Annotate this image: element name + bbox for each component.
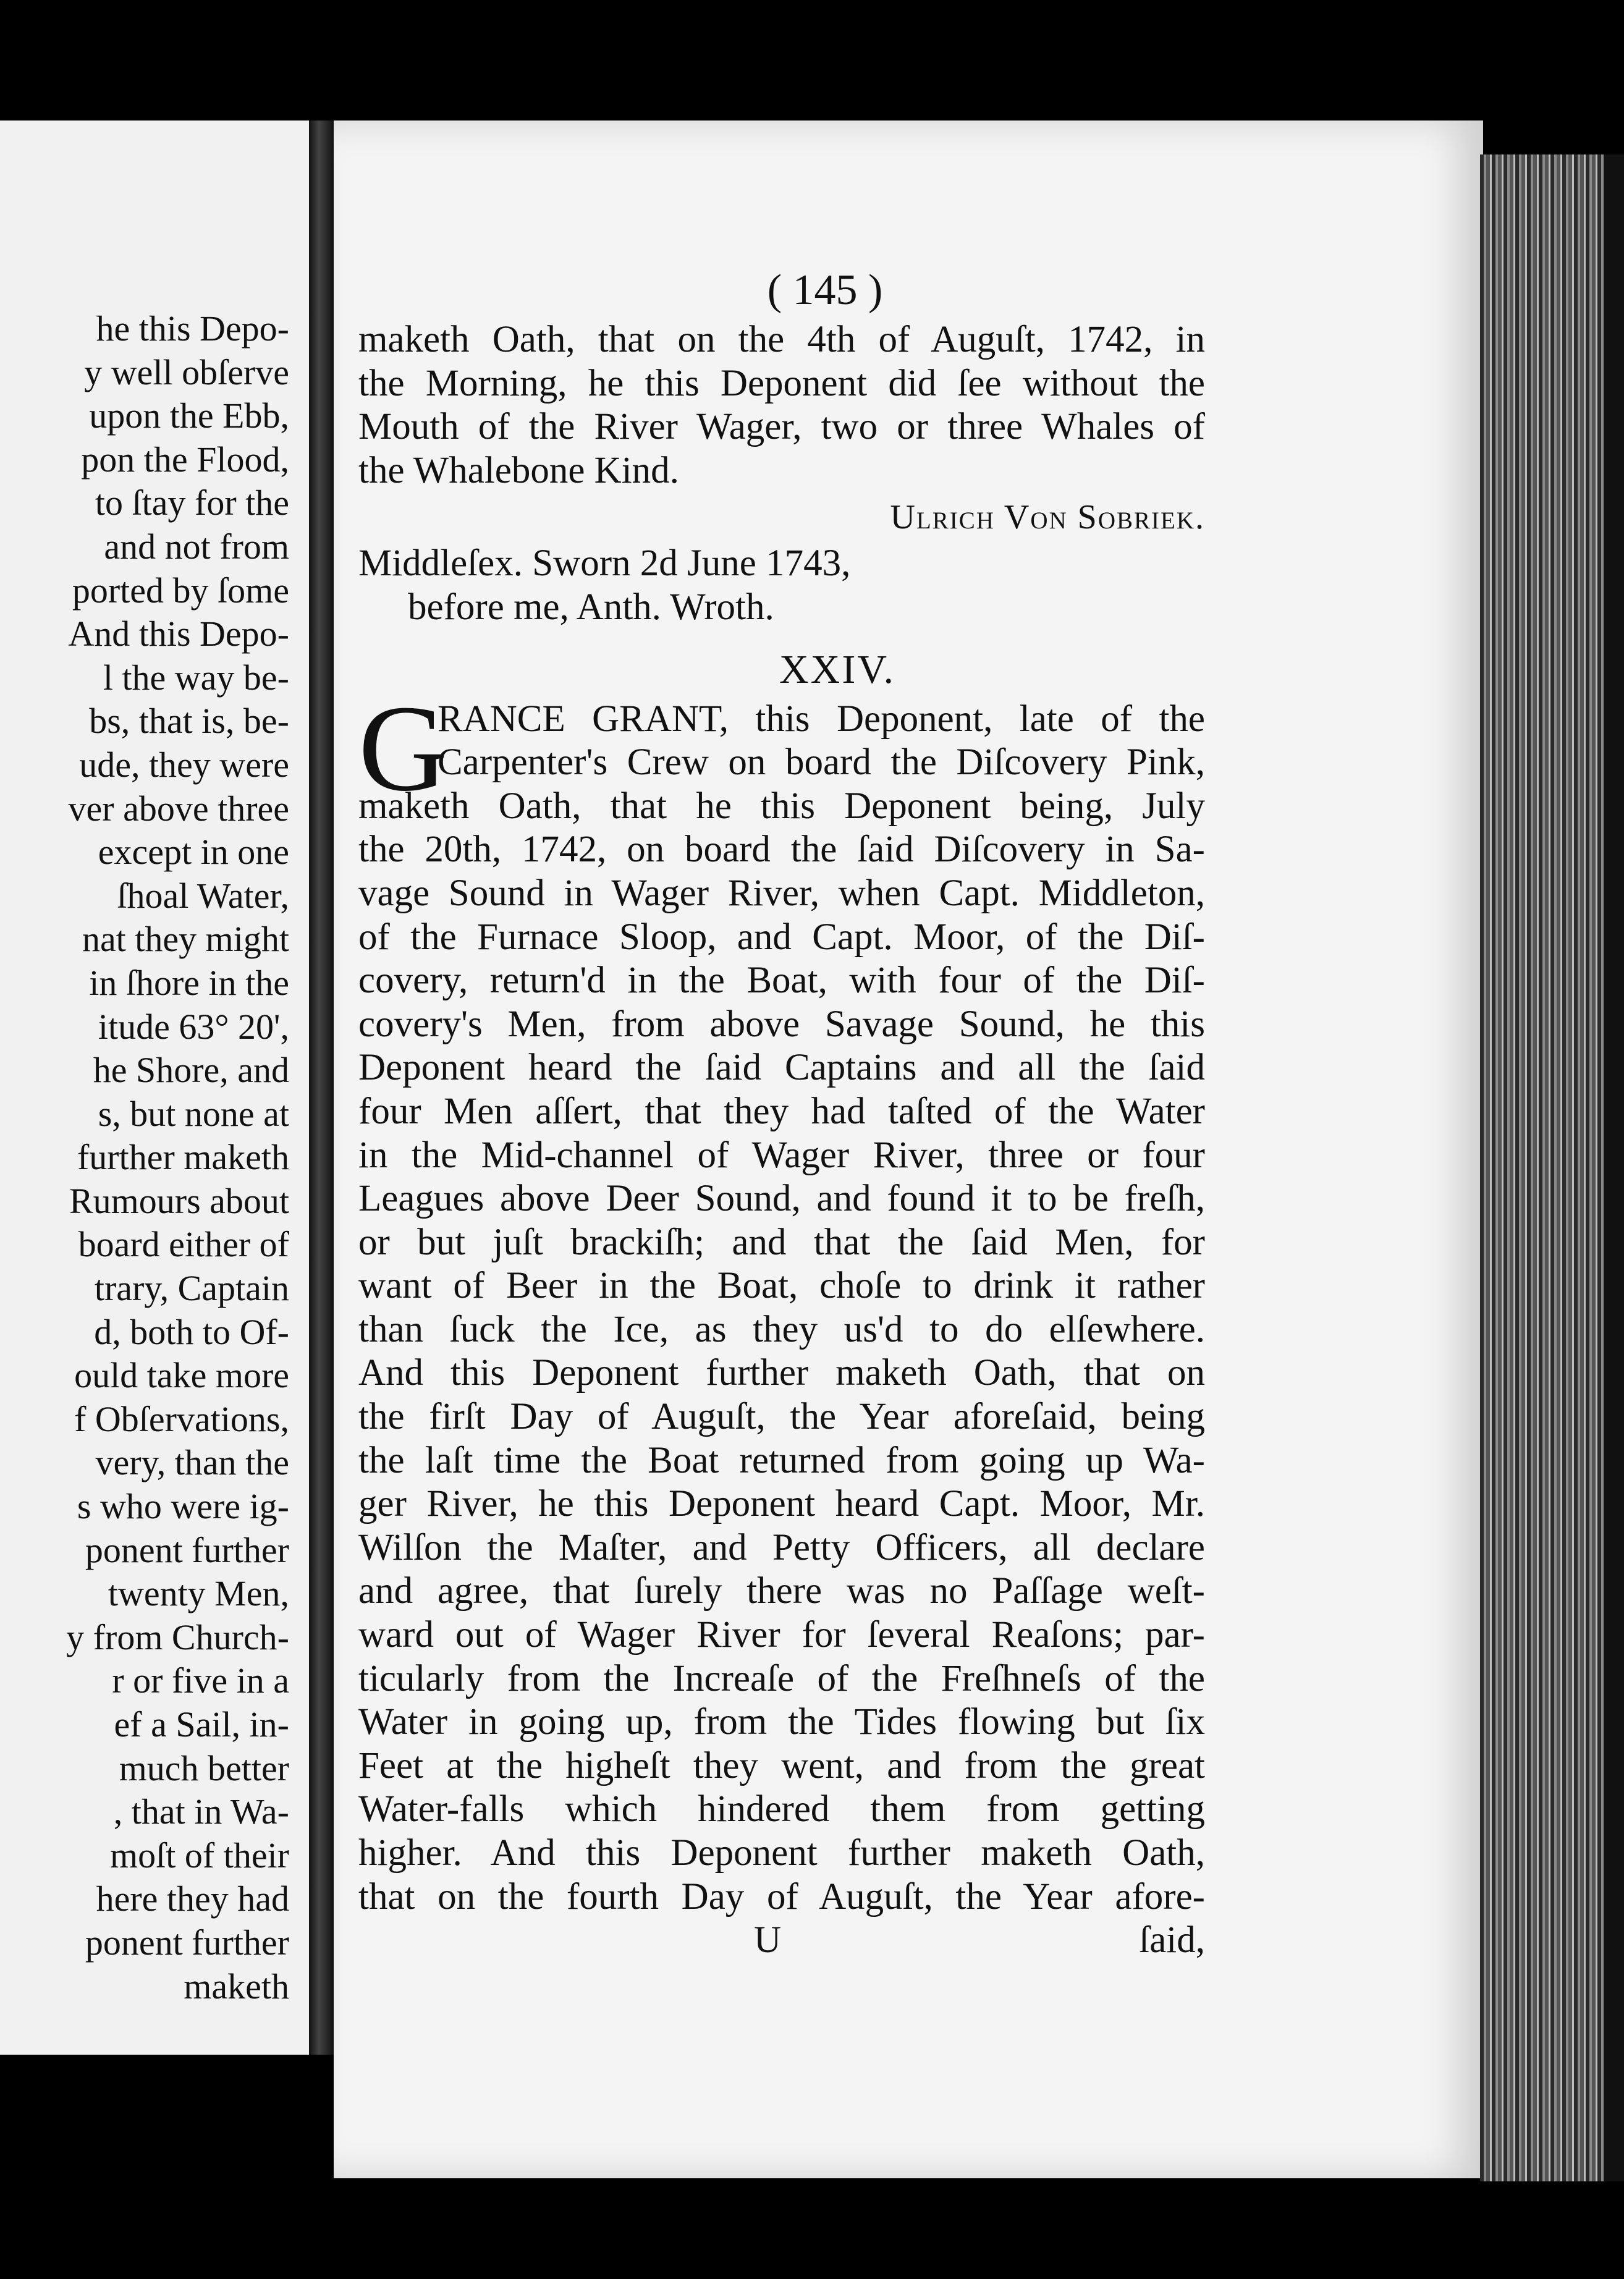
text-line: ward out of Wager River for ſeveral Reaſons; par- xyxy=(358,1614,1205,1656)
text-line: And this Deponent further maketh Oath, that on xyxy=(358,1352,1205,1394)
text-line: the Whalebone Kind. xyxy=(358,449,679,491)
catchword: ſaid, xyxy=(1139,1919,1205,1961)
opening-paragraph xyxy=(358,318,1205,493)
text-line: maketh Oath, that he this Deponent being, July xyxy=(358,785,1205,827)
text-line: board either of xyxy=(78,1224,289,1265)
text-line: ſhoal Water, xyxy=(117,875,289,916)
text-line: Leagues above Deer Sound, and found it to be freſh, xyxy=(358,1178,1205,1220)
book-edge-shadow xyxy=(1604,154,1624,2181)
text-line: of the Furnace Sloop, and Capt. Moor, of the Diſ- xyxy=(358,916,1205,958)
text-line: bs, that is, be- xyxy=(89,701,289,742)
right-page xyxy=(334,121,1483,2178)
text-line: RANCE GRANT, this Deponent, late of the xyxy=(438,698,1205,740)
text-line: Mouth of the River Wager, two or three Whales of xyxy=(358,406,1205,448)
text-line: in ſhore in the xyxy=(89,962,289,1003)
deposition-paragraph xyxy=(358,680,1205,1919)
sworn-witness: before me, Anth. Wroth. xyxy=(408,586,774,628)
signature-mark: U xyxy=(754,1919,782,1961)
text-line: want of Beer in the Boat, choſe to drink it rather xyxy=(358,1265,1205,1307)
text-line: ger River, he this Deponent heard Capt. Moor, Mr. xyxy=(358,1483,1205,1525)
text-line: Feet at the higheſt they went, and from the great xyxy=(358,1744,1205,1786)
text-line: y well obſerve xyxy=(84,352,289,392)
text-line: the firſt Day of Auguſt, the Year aforeſaid, being xyxy=(358,1396,1205,1438)
text-line: vage Sound in Wager River, when Capt. Middleton, xyxy=(358,872,1205,914)
left-page xyxy=(0,121,313,2055)
text-line: l the way be- xyxy=(103,657,289,698)
text-line: Deponent heard the ſaid Captains and all the ſaid xyxy=(358,1047,1205,1089)
text-line: the 20th, 1742, on board the ſaid Diſcovery in Sa- xyxy=(358,829,1205,871)
text-line: ude, they were xyxy=(79,744,289,785)
page-edges xyxy=(1480,154,1604,2181)
text-line: f Obſervations, xyxy=(74,1398,289,1439)
deponent-signature: Ulrich Von Sobriek. xyxy=(890,498,1205,537)
text-line: much better xyxy=(119,1748,289,1788)
text-line: to ſtay for the xyxy=(95,483,289,523)
drop-cap: G xyxy=(358,680,448,817)
text-line: covery's Men, from above Savage Sound, he this xyxy=(358,1003,1205,1045)
text-line: and agree, that ſurely there was no Paſſage weſt- xyxy=(358,1570,1205,1612)
text-line: the laſt time the Boat returned from going up Wa- xyxy=(358,1439,1205,1481)
text-line: Water-falls which hindered them from getting xyxy=(358,1788,1205,1830)
text-line: pon the Flood, xyxy=(81,439,289,480)
text-line: itude 63° 20', xyxy=(98,1006,289,1047)
text-line: that on the fourth Day of Auguſt, the Year afore- xyxy=(358,1875,1205,1917)
text-line: the Morning, he this Deponent did ſee without the xyxy=(358,362,1205,404)
book-gutter xyxy=(309,121,334,2055)
page-number: ( 145 ) xyxy=(767,266,883,314)
text-line: in the Mid-channel of Wager River, three or four xyxy=(358,1134,1205,1176)
text-line: , that in Wa- xyxy=(113,1791,289,1832)
text-line: Rumours about xyxy=(69,1180,289,1221)
text-line: higher. And this Deponent further maketh Oath, xyxy=(358,1832,1205,1874)
text-line: y from Church- xyxy=(66,1617,289,1657)
text-line: ver above three xyxy=(68,788,289,829)
text-line: ef a Sail, in- xyxy=(114,1704,289,1744)
text-line: r or five in a xyxy=(112,1660,289,1701)
page-footer xyxy=(358,1919,1205,1963)
text-line: he this Depo- xyxy=(96,308,289,349)
text-line: maketh Oath, that on the 4th of Auguſt, 1742, in xyxy=(358,319,1205,360)
section-number: XXIV. xyxy=(779,646,895,692)
text-line: trary, Captain xyxy=(94,1268,289,1309)
text-line: Carpenter's Crew on board the Diſcovery Pink, xyxy=(438,742,1205,784)
text-line: or but juſt brackiſh; and that the ſaid Men, for xyxy=(358,1221,1205,1263)
text-line: Water in going up, from the Tides flowing but ſix xyxy=(358,1701,1205,1743)
text-line: except in one xyxy=(98,832,289,873)
text-line: very, than the xyxy=(95,1442,289,1483)
text-line: twenty Men, xyxy=(108,1573,289,1614)
text-line: maketh xyxy=(184,1966,289,2006)
sworn-statement: Middleſex. Sworn 2d June 1743, xyxy=(358,543,851,585)
text-line: four Men aſſert, that they had taſted of the Water xyxy=(358,1090,1205,1132)
text-line: ponent further xyxy=(85,1922,289,1963)
text-line: ported by ſome xyxy=(72,570,289,611)
text-line: nat they might xyxy=(82,919,289,960)
text-line: ould take more xyxy=(74,1355,289,1396)
text-line: d, both to Of- xyxy=(94,1311,289,1352)
text-line: than ſuck the Ice, as they us'd to do elſewhere. xyxy=(358,1308,1205,1350)
text-line: s, but none at xyxy=(98,1093,289,1134)
text-line: covery, return'd in the Boat, with four of the Diſ- xyxy=(358,960,1205,1002)
text-line: ticularly from the Increaſe of the Freſhneſs of the xyxy=(358,1657,1205,1699)
text-line: ponent further xyxy=(85,1529,289,1570)
text-line: And this Depo- xyxy=(68,614,289,654)
text-line: upon the Ebb, xyxy=(89,395,289,436)
text-line: s who were ig- xyxy=(77,1486,289,1527)
text-line: Wilſon the Maſter, and Petty Officers, all declare xyxy=(358,1526,1205,1568)
text-line: here they had xyxy=(96,1879,289,1919)
text-line: moſt of their xyxy=(110,1835,289,1875)
text-line: further maketh xyxy=(77,1137,289,1178)
text-line: he Shore, and xyxy=(93,1050,289,1091)
page-content xyxy=(358,263,1205,1963)
left-page-text xyxy=(5,307,289,2008)
text-line: and not from xyxy=(104,526,289,567)
